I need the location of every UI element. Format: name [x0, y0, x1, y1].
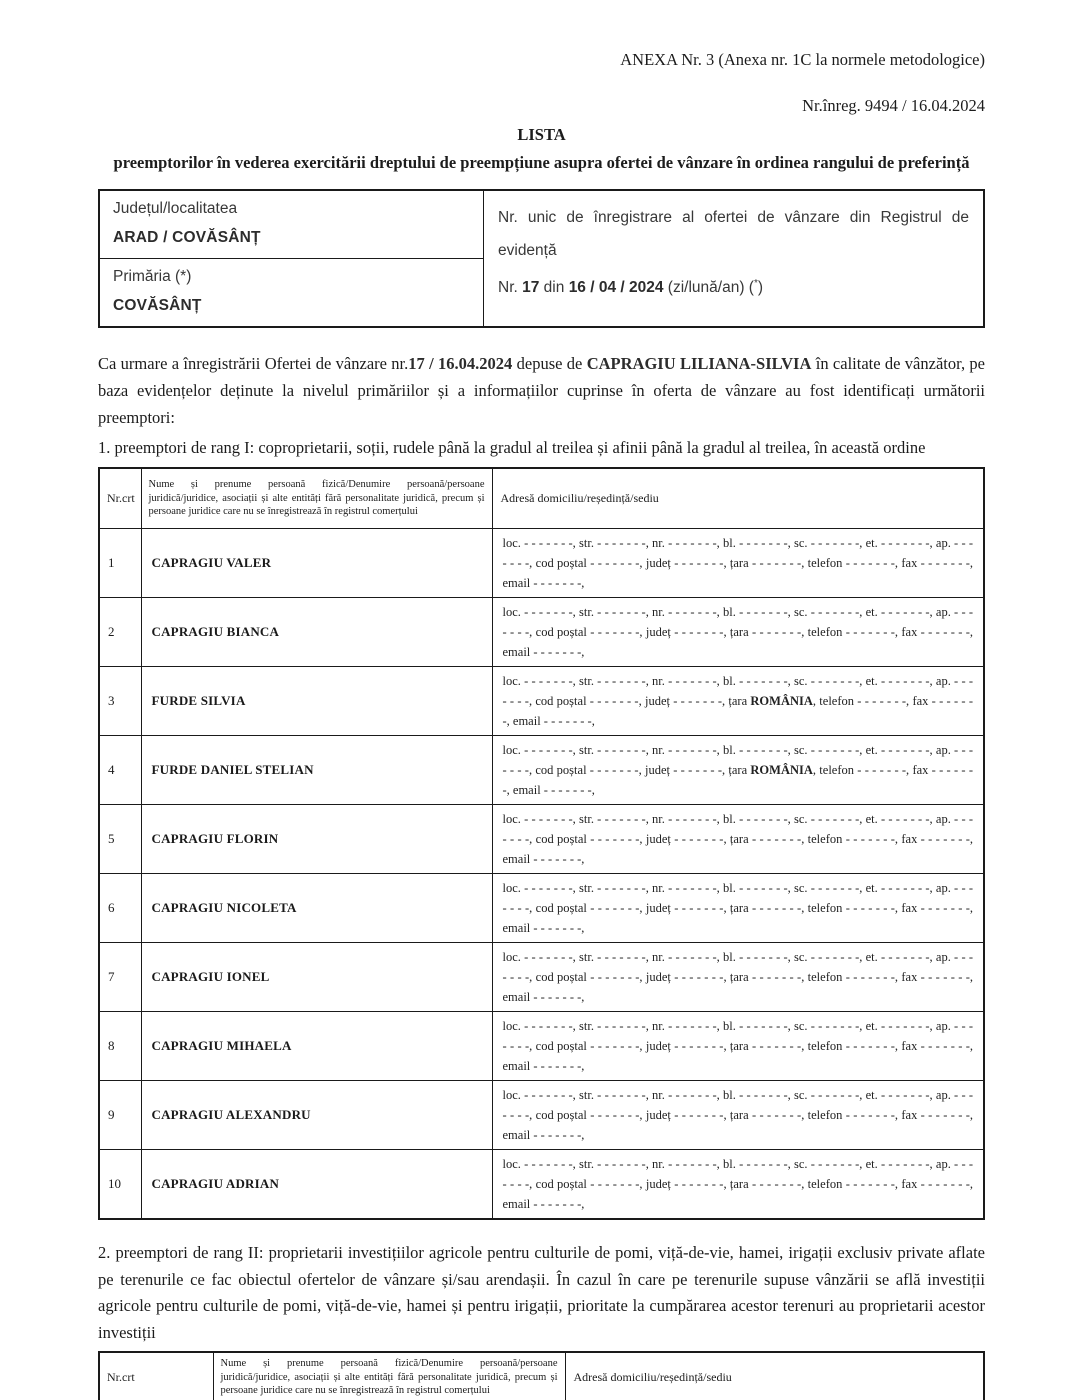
- row-number: 1: [99, 529, 141, 598]
- col-nr-header: Nr.crt: [99, 468, 141, 529]
- preemptor-name: CAPRAGIU NICOLETA: [141, 874, 492, 943]
- table-row: [99, 1012, 984, 1081]
- preemptor-address: [492, 1012, 984, 1081]
- din-text: din: [539, 279, 569, 297]
- county-label: Județul/localitatea: [113, 200, 238, 217]
- address-prefix: loc. - - - - - - -, str. - - - - - - -, nr. - - - - - - -, bl. - - - - - - -, sc. - - - - - - -, et. - - - - - - -, ap. - - - - - - -, cod poștal - - - - - - -, județ - - - - - - -, țara: [502, 950, 973, 984]
- address-prefix: loc. - - - - - - -, str. - - - - - - -, nr. - - - - - - -, bl. - - - - - - -, sc. - - - - - - -, et. - - - - - - -, ap. - - - - - - -, cod poștal - - - - - - -, județ - - - - - - -, țara: [502, 1157, 973, 1191]
- preemptor-address: [492, 667, 984, 736]
- address-suffix: , telefon - - - - - - -, fax - - - - - - -, email - - - - - - -,: [502, 1039, 973, 1073]
- preemptor-address: [492, 529, 984, 598]
- address-country: - - - - - - -: [751, 970, 802, 984]
- table-row: [99, 1081, 984, 1150]
- table-row: [99, 805, 984, 874]
- table-row: [99, 598, 984, 667]
- date-format-note: (zi/lună/an) (: [663, 279, 754, 297]
- address-prefix: loc. - - - - - - -, str. - - - - - - -, nr. - - - - - - -, bl. - - - - - - -, sc. - - - - - - -, et. - - - - - - -, ap. - - - - - - -, cod poștal - - - - - - -, județ - - - - - - -, țara: [502, 881, 973, 915]
- table-header-row: [99, 1352, 984, 1400]
- col-name-header: Nume și prenume persoană fizică/Denumire persoană/persoane juridică/juridice, asociații și alte entități fără personalitate juridică, precum și persoane juridice care nu se înregistrează în registrul comerțului: [213, 1352, 565, 1400]
- address-suffix: , telefon - - - - - - -, fax - - - - - - -, email - - - - - - -,: [502, 832, 973, 866]
- address-prefix: loc. - - - - - - -, str. - - - - - - -, nr. - - - - - - -, bl. - - - - - - -, sc. - - - - - - -, et. - - - - - - -, ap. - - - - - - -, cod poștal - - - - - - -, județ - - - - - - -, țara: [502, 605, 973, 639]
- address-prefix: loc. - - - - - - -, str. - - - - - - -, nr. - - - - - - -, bl. - - - - - - -, sc. - - - - - - -, et. - - - - - - -, ap. - - - - - - -, cod poștal - - - - - - -, județ - - - - - - -, țara: [502, 812, 973, 846]
- address-country: - - - - - - -: [751, 901, 802, 915]
- row-number: 8: [99, 1012, 141, 1081]
- col-nr-header: Nr.crt: [99, 1352, 213, 1400]
- footnote-star: *: [753, 278, 758, 289]
- address-country: - - - - - - -: [751, 1108, 802, 1122]
- address-suffix: , telefon - - - - - - -, fax - - - - - - -, email - - - - - - -,: [502, 625, 973, 659]
- address-country: - - - - - - -: [751, 832, 802, 846]
- primaria-cell: [99, 259, 484, 328]
- address-suffix: , telefon - - - - - - -, fax - - - - - - -, email - - - - - - -,: [502, 970, 973, 1004]
- address-suffix: , telefon - - - - - - -, fax - - - - - - -, email - - - - - - -,: [502, 763, 974, 797]
- col-name-header: Nume și prenume persoană fizică/Denumire persoană/persoane juridică/juridice, asociații și alte entități fără personalitate juridică, precum și persoane juridice care nu se înregistrează în registrul comerțului: [141, 468, 492, 529]
- county-cell: [99, 190, 484, 259]
- intro-paragraph: [98, 350, 985, 431]
- preemptor-address: [492, 874, 984, 943]
- preemptor-address: [492, 805, 984, 874]
- address-prefix: loc. - - - - - - -, str. - - - - - - -, nr. - - - - - - -, bl. - - - - - - -, sc. - - - - - - -, et. - - - - - - -, ap. - - - - - - -, cod poștal - - - - - - -, județ - - - - - - -, țara: [502, 743, 973, 777]
- col-address-header: Adresă domiciliu/reședință/sediu: [492, 468, 984, 529]
- preemptors-rank1-table: [98, 467, 985, 1220]
- offer-registration-cell: [484, 190, 985, 327]
- preemptor-name: CAPRAGIU ADRIAN: [141, 1150, 492, 1220]
- address-country: - - - - - - -: [751, 556, 802, 570]
- row-number: 3: [99, 667, 141, 736]
- row-number: 10: [99, 1150, 141, 1220]
- primaria-label: Primăria (*): [113, 268, 192, 285]
- rank2-paragraph: 2. preemptori de rang II: proprietarii investițiilor agricole pentru culturile de pomi, viță-de-vie, hamei, irigații exclusiv private aflate pe terenurile ce fac obiectul ofertelor de vânzare și/sau arendașii. În cazul în care pe terenurile supuse vânzării se află investiții agricole pentru culturile de pomi, viță-de-vie, hamei și pentru irigații, prioritate la cumpărarea acestor terenuri au proprietarii acestor investiții: [98, 1243, 985, 1342]
- address-suffix: , telefon - - - - - - -, fax - - - - - - -, email - - - - - - -,: [502, 694, 974, 728]
- row-number: 7: [99, 943, 141, 1012]
- address-prefix: loc. - - - - - - -, str. - - - - - - -, nr. - - - - - - -, bl. - - - - - - -, sc. - - - - - - -, et. - - - - - - -, ap. - - - - - - -, cod poștal - - - - - - -, județ - - - - - - -, țara: [502, 674, 973, 708]
- address-suffix: , telefon - - - - - - -, fax - - - - - - -, email - - - - - - -,: [502, 1108, 973, 1142]
- table-header-row: [99, 468, 984, 529]
- preemptor-name: FURDE SILVIA: [141, 667, 492, 736]
- table-row: [99, 874, 984, 943]
- table-row: [99, 529, 984, 598]
- row-number: 9: [99, 1081, 141, 1150]
- offer-ref-bold: 17 / 16.04.2024: [408, 354, 513, 373]
- nr-prefix: Nr.: [498, 279, 523, 297]
- table-row: [99, 736, 984, 805]
- table-row: [99, 1150, 984, 1220]
- county-separator: /: [158, 229, 173, 246]
- address-country: - - - - - - -: [751, 625, 802, 639]
- address-country: ROMÂNIA: [750, 763, 813, 777]
- address-suffix: , telefon - - - - - - -, fax - - - - - - -, email - - - - - - -,: [502, 1177, 973, 1211]
- county-value: [113, 229, 470, 247]
- anexa-note: ANEXA Nr. 3 (Anexa nr. 1C la normele metodologice): [620, 50, 985, 69]
- col-address-header: Adresă domiciliu/reședință/sediu: [565, 1352, 984, 1400]
- preemptor-address: [492, 1150, 984, 1220]
- offer-reg-text: Nr. unic de înregistrare al ofertei de vânzare din Registrul de evidență: [498, 209, 969, 259]
- row-number: 5: [99, 805, 141, 874]
- seller-name: CAPRAGIU LILIANA-SILVIA: [586, 354, 812, 373]
- preemptor-name: CAPRAGIU MIHAELA: [141, 1012, 492, 1081]
- preemptor-name: CAPRAGIU VALER: [141, 529, 492, 598]
- offer-date: 16 / 04 / 2024: [568, 279, 664, 297]
- preemptor-address: [492, 943, 984, 1012]
- offer-number: 17: [522, 279, 540, 297]
- preemptor-name: CAPRAGIU FLORIN: [141, 805, 492, 874]
- county-name: ARAD: [113, 229, 159, 246]
- intro-end: în calitate de vânzător, pe baza evidențelor deținute la nivelul primăriilor și a informațiilor cuprinse în oferta de vânzare au fost identificați următorii preemptori:: [98, 354, 985, 427]
- table-row: [99, 667, 984, 736]
- row-number: 6: [99, 874, 141, 943]
- address-suffix: , telefon - - - - - - -, fax - - - - - - -, email - - - - - - -,: [502, 556, 973, 590]
- table-row: [99, 943, 984, 1012]
- preemptor-name: CAPRAGIU BIANCA: [141, 598, 492, 667]
- row-number: 2: [99, 598, 141, 667]
- offer-number-line: [498, 267, 969, 304]
- registration-number: Nr.înreg. 9494 / 16.04.2024: [802, 96, 985, 115]
- address-prefix: loc. - - - - - - -, str. - - - - - - -, nr. - - - - - - -, bl. - - - - - - -, sc. - - - - - - -, et. - - - - - - -, ap. - - - - - - -, cod poștal - - - - - - -, județ - - - - - - -, țara: [502, 1088, 973, 1122]
- preemptor-address: [492, 598, 984, 667]
- preemptor-address: [492, 736, 984, 805]
- preemptor-name: CAPRAGIU IONEL: [141, 943, 492, 1012]
- preemptor-address: [492, 1081, 984, 1150]
- locality-name: COVĂSÂNȚ: [172, 229, 261, 246]
- intro-start: Ca urmare a înregistrării Ofertei de vânzare nr.: [98, 354, 409, 373]
- preemptor-name: CAPRAGIU ALEXANDRU: [141, 1081, 492, 1150]
- address-country: - - - - - - -: [751, 1177, 802, 1191]
- paren-close: ): [757, 279, 764, 297]
- document-title: LISTA: [517, 125, 566, 144]
- primaria-value: COVĂSÂNȚ: [113, 297, 202, 314]
- preemptor-name: FURDE DANIEL STELIAN: [141, 736, 492, 805]
- address-suffix: , telefon - - - - - - -, fax - - - - - - -, email - - - - - - -,: [502, 901, 973, 935]
- intro-mid: depuse de: [512, 354, 587, 373]
- address-country: ROMÂNIA: [750, 694, 813, 708]
- address-prefix: loc. - - - - - - -, str. - - - - - - -, nr. - - - - - - -, bl. - - - - - - -, sc. - - - - - - -, et. - - - - - - -, ap. - - - - - - -, cod poștal - - - - - - -, județ - - - - - - -, țara: [502, 536, 973, 570]
- row-number: 4: [99, 736, 141, 805]
- address-country: - - - - - - -: [751, 1039, 802, 1053]
- preemptors-rank2-table: [98, 1351, 985, 1400]
- rank1-heading: 1. preemptori de rang I: coproprietarii, soții, rudele până la gradul al treilea și afinii până la gradul al treilea, în această ordine: [98, 438, 926, 457]
- document-subtitle: preemptorilor în vederea exercitării dreptului de preempțiune asupra ofertei de vânzare în ordinea rangului de preferință: [113, 153, 970, 172]
- offer-info-table: [98, 189, 985, 328]
- address-prefix: loc. - - - - - - -, str. - - - - - - -, nr. - - - - - - -, bl. - - - - - - -, sc. - - - - - - -, et. - - - - - - -, ap. - - - - - - -, cod poștal - - - - - - -, județ - - - - - - -, țara: [502, 1019, 973, 1053]
